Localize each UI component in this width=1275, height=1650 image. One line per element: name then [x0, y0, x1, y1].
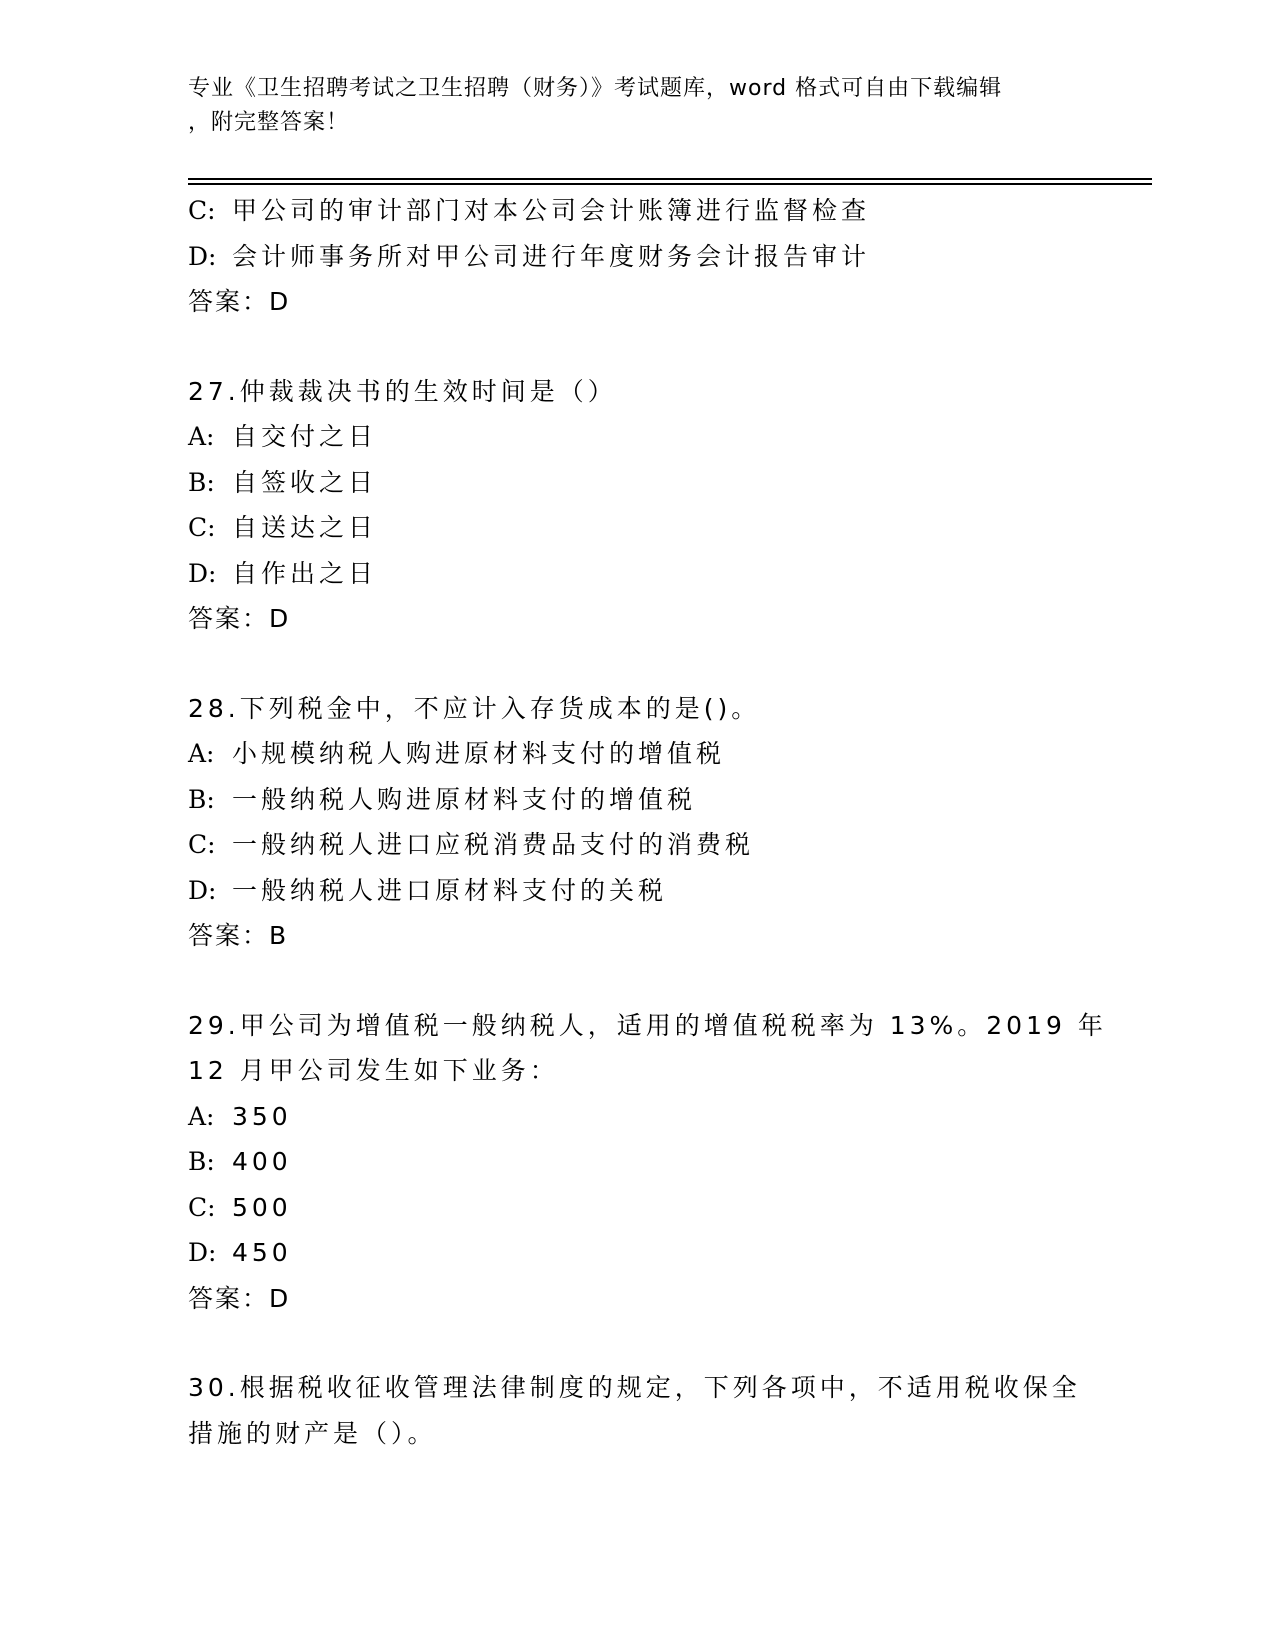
option-d — [188, 234, 1152, 280]
question-stem-line-2: 12 月甲公司发生如下业务： — [188, 1056, 559, 1085]
option-text: 自签收之日 — [232, 467, 378, 497]
option-b — [188, 1139, 1152, 1185]
header-title-line-2: ，附完整答案！ — [188, 110, 350, 135]
option-d — [188, 868, 1152, 914]
answer-line: 答案：B — [188, 921, 289, 950]
option-a — [188, 731, 1152, 777]
option-b — [188, 777, 1152, 823]
question-stem-line-2: 措施的财产是（）。 — [188, 1418, 437, 1448]
header-divider-bottom — [188, 183, 1152, 185]
option-text: 一般纳税人购进原材料支付的增值税 — [232, 784, 697, 814]
option-label: B: — [188, 1147, 215, 1176]
answer-line: 答案：D — [188, 1283, 291, 1313]
option-c — [188, 1185, 1152, 1231]
option-text: 350 — [232, 1101, 292, 1131]
option-label: A: — [188, 1101, 215, 1131]
option-label: C: — [188, 513, 216, 542]
option-d — [188, 1230, 1152, 1276]
option-text: 会计师事务所对甲公司进行年度财务会计报告审计 — [232, 241, 871, 271]
question-26-tail — [188, 188, 1152, 325]
document-header — [188, 72, 1088, 140]
option-c — [188, 505, 1152, 551]
question-30 — [188, 1365, 1152, 1456]
option-text: 一般纳税人进口应税消费品支付的消费税 — [232, 830, 755, 859]
question-27 — [188, 369, 1152, 642]
question-stem-line-1: 29.甲公司为增值税一般纳税人，适用的增值税税率为 13%。2019 年 — [188, 1010, 1107, 1040]
option-label: A: — [188, 739, 215, 768]
header-title-line-1: 专业《卫生招聘考试之卫生招聘（财务）》考试题库，word 格式可自由下载编辑 — [188, 76, 1003, 101]
option-label: D: — [188, 1238, 217, 1267]
question-stem: 27.仲裁裁决书的生效时间是（） — [188, 376, 617, 406]
option-text: 甲公司的审计部门对本公司会计账簿进行监督检查 — [232, 196, 871, 225]
option-text: 自送达之日 — [232, 513, 378, 542]
question-spacer — [188, 1321, 1152, 1365]
question-stem: 28.下列税金中，不应计入存货成本的是()。 — [188, 693, 761, 723]
header-divider-top — [188, 178, 1152, 180]
option-text: 450 — [232, 1238, 292, 1267]
question-spacer — [188, 642, 1152, 686]
option-label: D: — [188, 241, 217, 271]
option-text: 自作出之日 — [232, 558, 378, 588]
option-label: B: — [188, 784, 215, 814]
question-28 — [188, 686, 1152, 959]
option-label: C: — [188, 1192, 216, 1222]
option-label: D: — [188, 558, 217, 588]
option-label: B: — [188, 467, 215, 497]
question-29 — [188, 1003, 1152, 1322]
question-spacer — [188, 325, 1152, 369]
option-label: A: — [188, 422, 215, 451]
option-text: 小规模纳税人购进原材料支付的增值税 — [232, 739, 726, 768]
option-text: 500 — [232, 1192, 292, 1222]
option-label: C: — [188, 830, 216, 859]
option-a — [188, 414, 1152, 460]
answer-line: 答案：D — [188, 604, 291, 633]
option-text: 一般纳税人进口原材料支付的关税 — [232, 875, 668, 905]
option-b — [188, 460, 1152, 506]
option-text: 自交付之日 — [232, 422, 378, 451]
question-spacer — [188, 959, 1152, 1003]
option-c — [188, 822, 1152, 868]
answer-line: 答案：D — [188, 287, 291, 316]
question-stem-line-1: 30.根据税收征收管理法律制度的规定，下列各项中，不适用税收保全 — [188, 1373, 1081, 1402]
option-c — [188, 188, 1152, 234]
option-text: 400 — [232, 1147, 292, 1176]
option-label: D: — [188, 875, 217, 905]
option-d — [188, 551, 1152, 597]
question-list — [188, 188, 1152, 1456]
option-label: C: — [188, 196, 216, 225]
option-a — [188, 1094, 1152, 1140]
